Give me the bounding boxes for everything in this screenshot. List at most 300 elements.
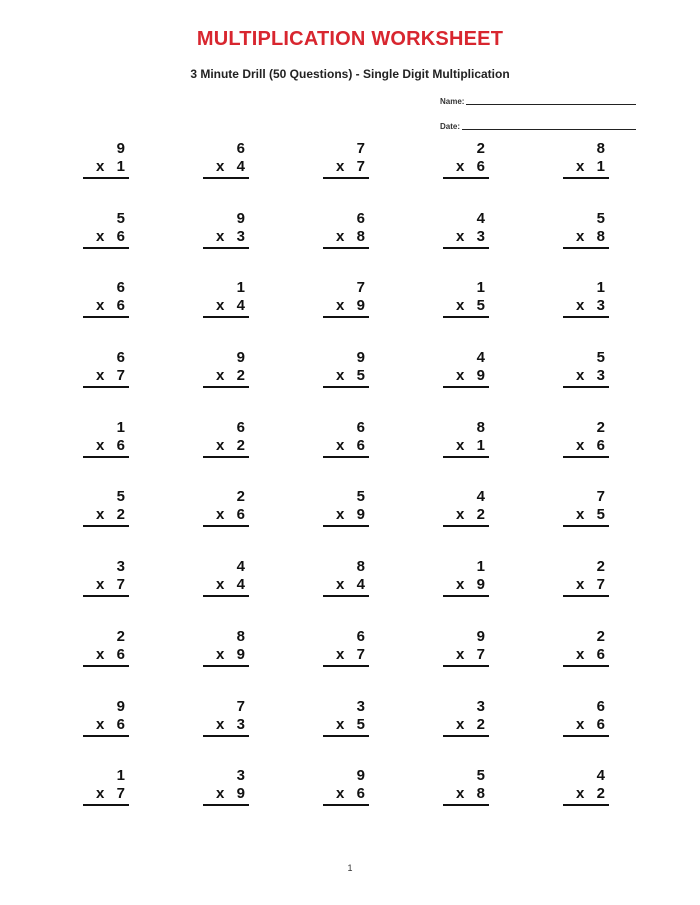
multiply-sign: x	[576, 715, 585, 733]
multiplier-line	[443, 228, 489, 246]
multiplier-line	[203, 437, 249, 455]
multiplicand: 1	[476, 558, 485, 576]
multiplier: 2	[596, 785, 605, 803]
answer-line[interactable]	[203, 456, 249, 458]
multiplicand: 9	[356, 349, 365, 367]
multiplier-line	[83, 576, 129, 594]
multiply-sign: x	[96, 576, 105, 594]
multiplier-line	[443, 506, 489, 524]
multiplication-problem	[323, 210, 369, 249]
answer-line[interactable]	[443, 177, 489, 179]
multiplication-problem	[443, 698, 489, 737]
multiply-sign: x	[456, 576, 465, 594]
multiplier-line	[203, 158, 249, 176]
problem-row	[0, 419, 700, 489]
multiplier: 4	[356, 576, 365, 594]
multiplier: 1	[596, 158, 605, 175]
multiply-sign: x	[96, 158, 105, 175]
problem-row	[0, 628, 700, 698]
multiply-sign: x	[336, 158, 345, 175]
worksheet-title: MULTIPLICATION WORKSHEET	[196, 28, 504, 50]
answer-line[interactable]	[323, 735, 369, 737]
answer-line[interactable]	[83, 316, 129, 318]
multiplier: 6	[596, 715, 605, 733]
multiplicand: 4	[476, 209, 485, 227]
multiplier: 5	[356, 367, 365, 385]
multiply-sign: x	[576, 297, 585, 315]
multiplier: 6	[116, 227, 125, 245]
multiplier-line	[83, 785, 129, 803]
multiplication-problem	[443, 349, 489, 388]
answer-line[interactable]	[323, 456, 369, 458]
multiplier-line	[563, 785, 609, 803]
multiply-sign: x	[336, 506, 345, 524]
multiplication-problem	[323, 698, 369, 737]
multiplier: 7	[116, 367, 125, 385]
multiplier: 4	[236, 297, 245, 315]
answer-line[interactable]	[443, 804, 489, 806]
multiply-sign: x	[96, 297, 105, 315]
multiplication-problem	[203, 140, 249, 179]
multiplicand: 1	[116, 418, 125, 436]
multiplier-line	[323, 785, 369, 803]
multiplier-line	[83, 646, 129, 664]
multiplication-problem	[323, 140, 369, 179]
multiply-sign: x	[216, 436, 225, 454]
multiplier: 8	[476, 785, 485, 803]
multiplication-problem	[83, 558, 129, 597]
multiply-sign: x	[216, 158, 225, 175]
multiply-sign: x	[96, 715, 105, 733]
multiplier: 9	[236, 645, 245, 663]
multiplicand: 3	[356, 697, 365, 715]
multiply-sign: x	[456, 227, 465, 245]
answer-line[interactable]	[83, 804, 129, 806]
multiplication-problem	[83, 279, 129, 318]
multiplier-line	[443, 367, 489, 385]
multiplication-problem	[203, 628, 249, 667]
multiplicand: 6	[356, 418, 365, 436]
multiply-sign: x	[576, 158, 585, 175]
multiplier: 3	[236, 227, 245, 245]
answer-line[interactable]	[83, 665, 129, 667]
answer-line[interactable]	[323, 177, 369, 179]
answer-line[interactable]	[563, 804, 609, 806]
multiplier: 6	[356, 785, 365, 803]
multiplication-problem	[323, 488, 369, 527]
answer-line[interactable]	[443, 316, 489, 318]
multiplication-problem	[83, 140, 129, 179]
multiplication-problem	[563, 698, 609, 737]
multiplier-line	[83, 158, 129, 176]
answer-line[interactable]	[323, 595, 369, 597]
multiplicand: 1	[116, 767, 125, 785]
multiply-sign: x	[456, 506, 465, 524]
multiply-sign: x	[96, 367, 105, 385]
multiplication-problem	[563, 558, 609, 597]
multiply-sign: x	[336, 367, 345, 385]
multiply-sign: x	[576, 227, 585, 245]
multiplicand: 6	[356, 627, 365, 645]
multiplicand: 6	[236, 418, 245, 436]
multiplier: 6	[236, 506, 245, 524]
multiplier: 7	[116, 576, 125, 594]
multiplier-line	[563, 367, 609, 385]
answer-line[interactable]	[203, 525, 249, 527]
answer-line[interactable]	[203, 595, 249, 597]
multiplication-problem	[203, 767, 249, 806]
multiplicand: 5	[596, 209, 605, 227]
multiplication-problem	[323, 419, 369, 458]
multiply-sign: x	[96, 436, 105, 454]
multiplicand: 9	[236, 209, 245, 227]
multiplier: 5	[356, 715, 365, 733]
multiplier-line	[443, 785, 489, 803]
multiplier-line	[323, 437, 369, 455]
answer-line[interactable]	[563, 177, 609, 179]
multiply-sign: x	[336, 645, 345, 663]
answer-line[interactable]	[203, 665, 249, 667]
multiply-sign: x	[456, 715, 465, 733]
multiplication-problem	[563, 419, 609, 458]
answer-line[interactable]	[443, 386, 489, 388]
answer-line[interactable]	[323, 665, 369, 667]
multiply-sign: x	[216, 227, 225, 245]
worksheet-subtitle: 3 Minute Drill (50 Questions) - Single Digit Multiplication	[190, 67, 510, 81]
answer-line[interactable]	[563, 316, 609, 318]
multiplicand: 2	[476, 140, 485, 157]
multiplicand: 6	[116, 349, 125, 367]
multiplier: 6	[596, 645, 605, 663]
multiplicand: 7	[236, 697, 245, 715]
multiplication-problem	[443, 210, 489, 249]
multiplication-problem	[443, 767, 489, 806]
multiplication-problem	[563, 349, 609, 388]
answer-line[interactable]	[203, 735, 249, 737]
multiplier: 5	[476, 297, 485, 315]
multiplication-problem	[443, 279, 489, 318]
multiplier-line	[323, 506, 369, 524]
multiply-sign: x	[456, 297, 465, 315]
multiplication-problem	[443, 628, 489, 667]
multiplication-problem	[83, 210, 129, 249]
multiply-sign: x	[456, 158, 465, 175]
multiplicand: 5	[596, 349, 605, 367]
multiply-sign: x	[216, 297, 225, 315]
multiplier: 6	[476, 158, 485, 175]
answer-line[interactable]	[83, 525, 129, 527]
multiplier-line	[563, 228, 609, 246]
multiply-sign: x	[336, 576, 345, 594]
multiplier-line	[83, 228, 129, 246]
multiplier: 3	[236, 715, 245, 733]
multiplier: 1	[476, 436, 485, 454]
multiplicand: 4	[596, 767, 605, 785]
multiplier: 9	[356, 506, 365, 524]
answer-line[interactable]	[323, 316, 369, 318]
multiplier: 6	[356, 436, 365, 454]
answer-line[interactable]	[563, 456, 609, 458]
multiplier: 2	[476, 715, 485, 733]
multiplier-line	[203, 785, 249, 803]
answer-line[interactable]	[323, 804, 369, 806]
multiplicand: 3	[476, 697, 485, 715]
multiplier-line	[203, 506, 249, 524]
page-number: 1	[347, 863, 353, 873]
multiplier: 3	[596, 367, 605, 385]
multiplication-problem	[203, 488, 249, 527]
answer-line[interactable]	[83, 177, 129, 179]
multiply-sign: x	[216, 367, 225, 385]
multiplication-problem	[203, 419, 249, 458]
multiply-sign: x	[216, 785, 225, 803]
problem-grid	[0, 140, 700, 837]
multiplicand: 7	[596, 488, 605, 506]
answer-line[interactable]	[83, 386, 129, 388]
multiplier: 3	[476, 227, 485, 245]
multiplier-line	[203, 367, 249, 385]
answer-line[interactable]	[83, 247, 129, 249]
multiplier: 8	[356, 227, 365, 245]
multiplier: 8	[596, 227, 605, 245]
answer-line[interactable]	[443, 595, 489, 597]
problem-row	[0, 140, 700, 210]
multiplier: 7	[356, 645, 365, 663]
answer-line[interactable]	[203, 386, 249, 388]
answer-line[interactable]	[563, 665, 609, 667]
multiplicand: 2	[236, 488, 245, 506]
multiplicand: 2	[116, 627, 125, 645]
multiplication-problem	[443, 488, 489, 527]
answer-line[interactable]	[203, 177, 249, 179]
multiplicand: 4	[476, 349, 485, 367]
multiplier-line	[83, 506, 129, 524]
multiply-sign: x	[216, 506, 225, 524]
answer-line[interactable]	[443, 525, 489, 527]
multiplier-line	[323, 716, 369, 734]
multiplier: 7	[116, 785, 125, 803]
answer-line[interactable]	[323, 247, 369, 249]
multiplicand: 9	[356, 767, 365, 785]
answer-line[interactable]	[203, 316, 249, 318]
multiplicand: 3	[236, 767, 245, 785]
multiplicand: 5	[116, 488, 125, 506]
multiplication-problem	[323, 628, 369, 667]
multiplication-problem	[203, 558, 249, 597]
multiply-sign: x	[576, 645, 585, 663]
multiply-sign: x	[336, 436, 345, 454]
multiply-sign: x	[576, 576, 585, 594]
multiplier-line	[323, 158, 369, 176]
multiplier: 5	[596, 506, 605, 524]
problem-row	[0, 698, 700, 768]
multiplication-problem	[323, 767, 369, 806]
answer-line[interactable]	[443, 456, 489, 458]
multiply-sign: x	[216, 715, 225, 733]
multiplier-line	[563, 646, 609, 664]
multiplier: 2	[236, 436, 245, 454]
answer-line[interactable]	[203, 247, 249, 249]
multiplication-problem	[563, 767, 609, 806]
name-label: Name:	[440, 97, 465, 106]
multiplier: 2	[476, 506, 485, 524]
multiplication-problem	[203, 349, 249, 388]
multiplier-line	[443, 646, 489, 664]
answer-line[interactable]	[323, 386, 369, 388]
multiplicand: 4	[476, 488, 485, 506]
multiplicand: 1	[236, 279, 245, 297]
multiplier-line	[443, 576, 489, 594]
multiplier-line	[443, 437, 489, 455]
multiply-sign: x	[456, 785, 465, 803]
multiply-sign: x	[216, 645, 225, 663]
multiplier-line	[563, 716, 609, 734]
answer-line[interactable]	[563, 386, 609, 388]
multiplication-problem	[563, 628, 609, 667]
multiplicand: 5	[356, 488, 365, 506]
multiplicand: 3	[116, 558, 125, 576]
multiplier: 3	[596, 297, 605, 315]
multiplicand: 2	[596, 627, 605, 645]
multiply-sign: x	[456, 367, 465, 385]
answer-line[interactable]	[443, 247, 489, 249]
answer-line[interactable]	[563, 595, 609, 597]
multiplier: 6	[596, 436, 605, 454]
multiply-sign: x	[576, 436, 585, 454]
multiply-sign: x	[336, 297, 345, 315]
multiplier-line	[443, 158, 489, 176]
multiply-sign: x	[576, 367, 585, 385]
multiply-sign: x	[96, 506, 105, 524]
date-line[interactable]	[462, 129, 636, 130]
multiplication-problem	[563, 140, 609, 179]
multiplication-problem	[323, 349, 369, 388]
multiplier-line	[563, 576, 609, 594]
multiplier-line	[203, 297, 249, 315]
multiplier: 9	[476, 576, 485, 594]
answer-line[interactable]	[203, 804, 249, 806]
multiplier-line	[563, 437, 609, 455]
multiplicand: 6	[116, 279, 125, 297]
multiplicand: 9	[116, 140, 125, 157]
multiplier: 6	[116, 715, 125, 733]
answer-line[interactable]	[563, 247, 609, 249]
multiplier-line	[323, 576, 369, 594]
answer-line[interactable]	[563, 525, 609, 527]
multiplier: 9	[356, 297, 365, 315]
multiply-sign: x	[336, 715, 345, 733]
multiplier-line	[443, 297, 489, 315]
multiplier-line	[83, 716, 129, 734]
multiplication-problem	[203, 698, 249, 737]
multiplicand: 9	[236, 349, 245, 367]
multiplication-problem	[563, 210, 609, 249]
multiply-sign: x	[456, 645, 465, 663]
multiplication-problem	[563, 488, 609, 527]
problem-row	[0, 767, 700, 837]
multiply-sign: x	[576, 785, 585, 803]
multiplication-problem	[323, 558, 369, 597]
multiplicand: 8	[596, 140, 605, 157]
multiplier-line	[323, 646, 369, 664]
multiply-sign: x	[336, 785, 345, 803]
multiplier-line	[323, 228, 369, 246]
date-field[interactable]	[440, 122, 636, 131]
multiply-sign: x	[216, 576, 225, 594]
multiplication-problem	[443, 419, 489, 458]
answer-line[interactable]	[323, 525, 369, 527]
multiplier: 7	[476, 645, 485, 663]
name-line[interactable]	[466, 104, 636, 105]
multiplier: 6	[116, 297, 125, 315]
answer-line[interactable]	[443, 665, 489, 667]
multiply-sign: x	[336, 227, 345, 245]
multiplier: 6	[116, 436, 125, 454]
multiplier-line	[203, 576, 249, 594]
multiplicand: 8	[236, 627, 245, 645]
multiplier-line	[563, 158, 609, 176]
multiplier-line	[203, 228, 249, 246]
multiplier-line	[83, 367, 129, 385]
multiplicand: 2	[596, 418, 605, 436]
multiplication-problem	[83, 767, 129, 806]
multiplier: 9	[236, 785, 245, 803]
multiplicand: 8	[356, 558, 365, 576]
multiplier-line	[323, 367, 369, 385]
name-field[interactable]	[440, 97, 636, 106]
multiplier: 4	[236, 158, 245, 175]
multiplier-line	[203, 716, 249, 734]
multiplicand: 1	[476, 279, 485, 297]
multiplier: 7	[596, 576, 605, 594]
multiplicand: 5	[116, 209, 125, 227]
multiplicand: 5	[476, 767, 485, 785]
multiplication-problem	[83, 698, 129, 737]
multiplication-problem	[83, 628, 129, 667]
multiplication-problem	[443, 140, 489, 179]
multiplicand: 1	[596, 279, 605, 297]
multiplier: 9	[476, 367, 485, 385]
multiplier: 6	[116, 645, 125, 663]
answer-line[interactable]	[563, 735, 609, 737]
answer-line[interactable]	[443, 735, 489, 737]
multiplicand: 9	[476, 627, 485, 645]
multiplication-problem	[323, 279, 369, 318]
multiplication-problem	[203, 279, 249, 318]
problem-row	[0, 558, 700, 628]
multiplication-problem	[83, 419, 129, 458]
date-label: Date:	[440, 122, 461, 131]
multiply-sign: x	[576, 506, 585, 524]
answer-line[interactable]	[83, 595, 129, 597]
answer-line[interactable]	[83, 456, 129, 458]
multiplication-problem	[443, 558, 489, 597]
multiplier-line	[563, 506, 609, 524]
multiplicand: 2	[596, 558, 605, 576]
problem-row	[0, 279, 700, 349]
answer-line[interactable]	[83, 735, 129, 737]
multiplier: 1	[116, 158, 125, 175]
problem-row	[0, 488, 700, 558]
problem-row	[0, 210, 700, 280]
multiply-sign: x	[96, 645, 105, 663]
multiplicand: 4	[236, 558, 245, 576]
multiplication-problem	[83, 349, 129, 388]
problem-row	[0, 349, 700, 419]
multiplier: 2	[236, 367, 245, 385]
multiplicand: 8	[476, 418, 485, 436]
multiplier-line	[443, 716, 489, 734]
